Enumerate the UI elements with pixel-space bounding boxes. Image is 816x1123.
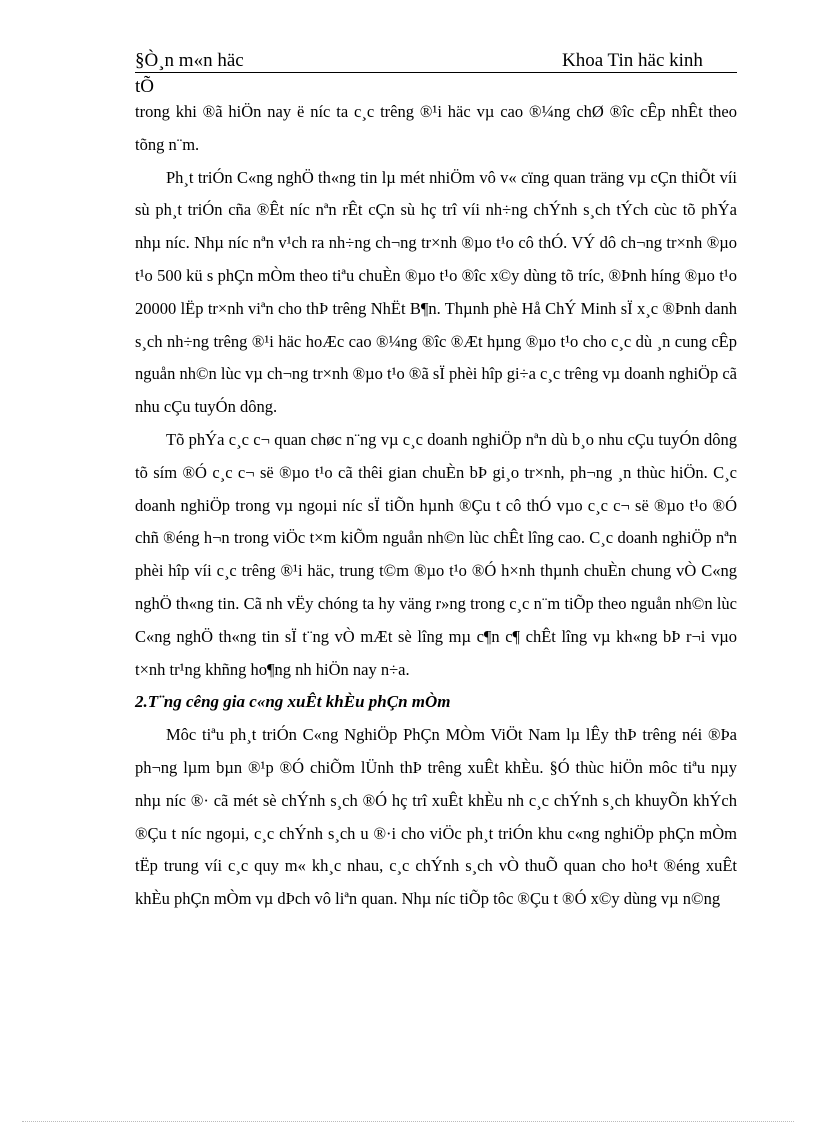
header-course-title: §Ò¸n m«n häc <box>135 50 244 71</box>
paragraph: Ph¸t triÓn C«ng nghÖ th«ng tin lµ mét nhiÖm vô v« cïng quan träng vµ cÇn thiÕt víi sù ph¸t triÓn cña ®Êt níc nªn rÊt cÇn sù hç trî víi nh÷ng chÝnh s¸ch tÝch cùc tõ phÝa nhµ níc. Nhµ níc nªn v¹ch ra nh÷ng ch¬ng tr×nh ®µo t¹o cô thÓ. VÝ dô ch¬ng tr×nh ®µo t¹o 500 kü s phÇn mÒm theo tiªu chuÈn ®µo t¹o ®îc x©y dùng tõ tríc, ®Þnh híng ®µo t¹o 20000 lËp tr×nh viªn cho thÞ trêng NhËt B¶n. Thµnh phè Hå ChÝ Minh sÏ x¸c ®Þnh danh s¸ch nh÷ng trêng ®¹i häc hoÆc cao ®¼ng ®îc ®Æt hµng ®µo t¹o cho c¸c dù ¸n cung cÊp nguån nh©n lùc vµ ch¬ng tr×nh ®µo t¹o ®ã sÏ phèi hîp gi÷a c¸c trêng vµ doanh nghiÖp cã nhu cÇu tuyÓn dông. <box>135 167 737 417</box>
document-body <box>135 96 737 916</box>
section-paragraph: Môc tiªu ph¸t triÓn C«ng NghiÖp PhÇn MÒm ViÖt Nam lµ lÊy thÞ trêng néi ®Þa ph¬ng lµm bµn ®¹p ®Ó chiÕm lÜnh thÞ trêng xuÊt khÈu. §Ó thùc hiÖn môc tiªu nµy nhµ níc ®· cã mét sè chÝnh s¸ch ®Ó hç trî xuÊt khÈu nh c¸c chÝnh s¸ch khuyÕn khÝch ®Çu t níc ngoµi, c¸c chÝnh s¸ch u ®·i cho viÖc ph¸t triÓn khu c«ng nghiÖp phÇn mÒm tËp trung víi c¸c quy m« kh¸c nhau, c¸c chÝnh s¸ch vÒ thuÕ quan cho ho¹t ®éng xuÊt khÈu phÇn mÒm vµ dÞch vô liªn quan. Nhµ níc tiÕp tôc ®Çu t ®Ó x©y dùng vµ n©ng <box>135 725 737 909</box>
header-faculty: Khoa Tin häc kinh <box>562 50 703 71</box>
header-divider <box>135 72 737 73</box>
section-heading: 2.T¨ng cêng gia c«ng xuÊt khÈu phÇn mÒm <box>135 692 451 712</box>
paragraph: Tõ phÝa c¸c c¬ quan chøc n¨ng vµ c¸c doanh nghiÖp nªn dù b¸o nhu cÇu tuyÓn dông tõ sím ®Ó c¸c c¬ së ®µo t¹o cã thêi gian chuÈn bÞ gi¸o tr×nh, ph¬ng ¸n thùc hiÖn. C¸c doanh nghiÖp trong vµ ngoµi níc sÏ tiÕn hµnh ®Çu t cô thÓ vµo c¸c c¬ së ®µo t¹o ®Ó chñ ®éng h¬n trong viÖc t×m kiÕm nguån nh©n lùc chÊt lîng cao. C¸c doanh nghiÖp nªn phèi hîp víi c¸c trêng ®¹i häc, trung t©m ®µo t¹o ®Ó h×nh thµnh chuÈn chung vÒ C«ng nghÖ th«ng tin. Cã nh vËy chóng ta hy väng r»ng trong c¸c n¨m tiÕp theo nguån nh©n lùc C«ng nghÖ th«ng tin sÏ t¨ng vÒ mÆt sè lîng mµ c¶n c¶ chÊt lîng vµ kh«ng bÞ r¬i vµo t×nh tr¹ng khñng ho¶ng nh hiÖn nay n÷a. <box>135 429 737 679</box>
header-faculty-continuation: tÕ <box>135 76 154 97</box>
page-bottom-edge <box>22 1121 794 1122</box>
paragraph-continued: trong khi ®ã hiÖn nay ë níc ta c¸c trêng ®¹i häc vµ cao ®¼ng chØ ®îc cÊp nhÊt theo tõng n¨m. <box>135 102 737 154</box>
